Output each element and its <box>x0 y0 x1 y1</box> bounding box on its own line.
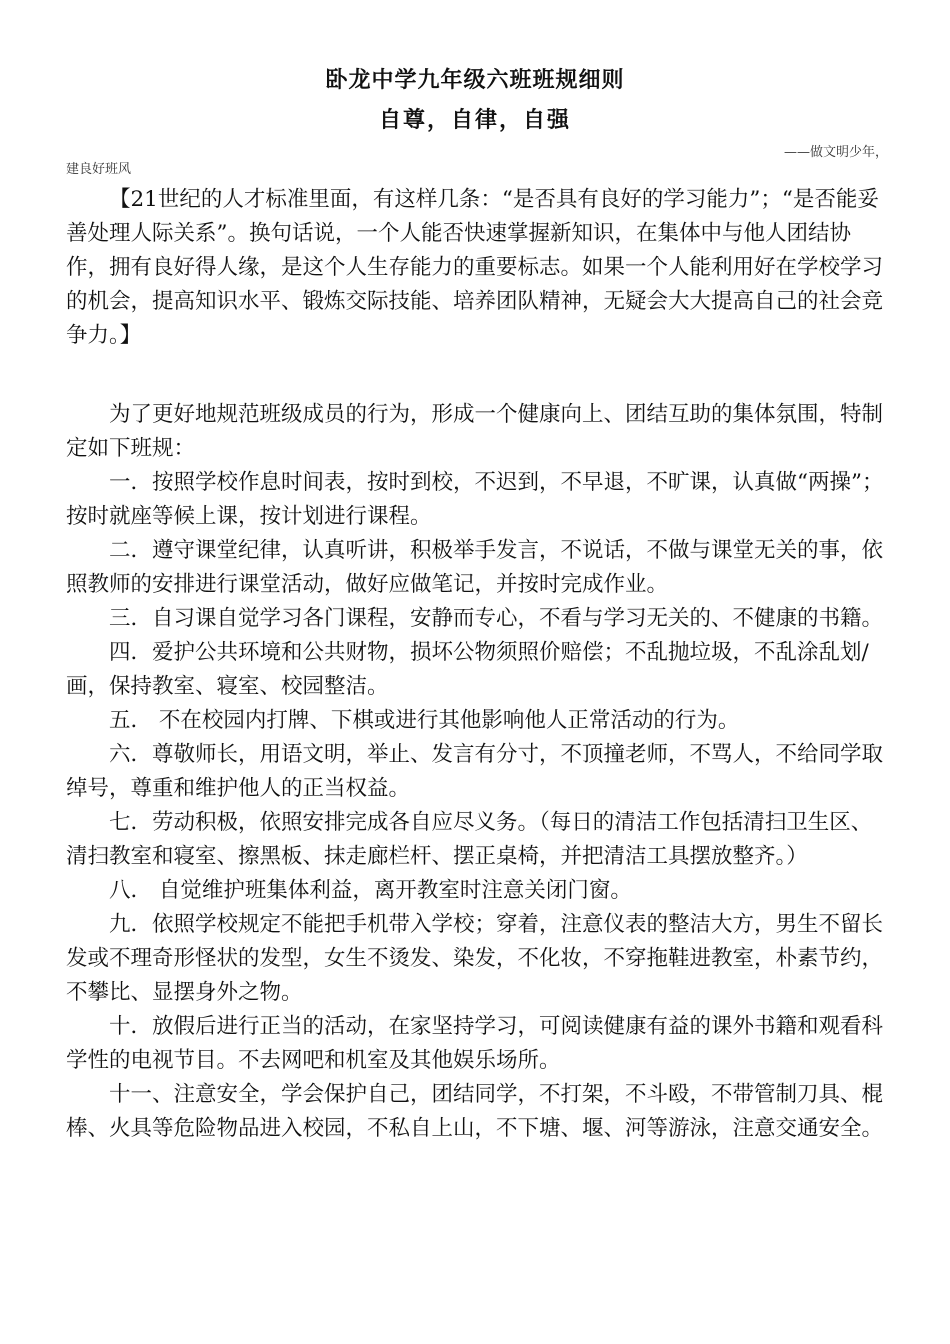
preamble-paragraph: 为了更好地规范班级成员的行为，形成一个健康向上、团结互助的集体氛围，特制定如下班规： <box>66 402 884 461</box>
rule-item: 六．尊敬师长，用语文明，举止、发言有分寸，不顶撞老师，不骂人，不给同学取绰号，尊重和维护他人的正当权益。 <box>66 742 884 801</box>
rule-item: 三．自习课自觉学习各门课程，安静而专心，不看与学习无关的、不健康的书籍。 <box>109 606 884 631</box>
rule-item: 八． 自觉维护班集体利益，离开教室时注意关闭门窗。 <box>109 878 632 903</box>
intro-block <box>66 183 890 353</box>
rules-block <box>66 398 890 1146</box>
rule-item: 二．遵守课堂纪律，认真听讲，积极举手发言，不说话，不做与课堂无关的事，依照教师的安排进行课堂活动，做好应做笔记，并按时完成作业。 <box>66 538 884 597</box>
rule-item: 九．依照学校规定不能把手机带入学校；穿着，注意仪表的整洁大方，男生不留长发或不理奇形怪状的发型，女生不烫发、染发，不化妆，不穿拖鞋进教室，朴素节约，不攀比、显摆身外之物。 <box>66 912 884 1005</box>
rule-item: 十．放假后进行正当的活动，在家坚持学习，可阅读健康有益的课外书籍和观看科学性的电视节目。不去网吧和机室及其他娱乐场所。 <box>66 1014 884 1073</box>
rule-item: 一．按照学校作息时间表，按时到校，不迟到，不早退，不旷课，认真做“两操”；按时就座等候上课，按计划进行课程。 <box>66 470 884 529</box>
motto-line-2: 建良好班风 <box>66 162 132 177</box>
intro-paragraph: 【21世纪的人才标准里面，有这样几条：“是否具有良好的学习能力”；“是否能妥善处理人际关系”。换句话说，一个人能否快速掌握新知识，在集体中与他人团结协作，拥有良好得人缘，是这个人生存能力的重要标志。如果一个人能利用好在学校学习的机会，提高知识水平、锻炼交际技能、培养团队精神，无疑会大大提高自己的社会竞争力。】 <box>66 187 884 348</box>
rule-item: 四．爱护公共环境和公共财物，损坏公物须照价赔偿；不乱抛垃圾，不乱涂乱划/画，保持教室、寝室、校园整洁。 <box>66 640 869 699</box>
motto-line-1: ——做文明少年， <box>783 145 888 160</box>
rule-item: 五． 不在校园内打牌、下棋或进行其他影响他人正常活动的行为。 <box>109 708 740 733</box>
rule-item: 七．劳动积极，依照安排完成各自应尽义务。（每日的清洁工作包括清扫卫生区、清扫教室和寝室、擦黑板、抹走廊栏杆、摆正桌椅，并把清洁工具摆放整齐。） <box>66 810 873 869</box>
document-subtitle: 自尊，自律，自强 <box>378 108 571 133</box>
rule-item: 十一、注意安全，学会保护自己，团结同学，不打架，不斗殴，不带管制刀具、棍棒、火具等危险物品进入校园，不私自上山，不下塘、堰、河等游泳，注意交通安全。 <box>66 1082 884 1141</box>
document-title: 卧龙中学九年级六班班规细则 <box>325 68 625 93</box>
